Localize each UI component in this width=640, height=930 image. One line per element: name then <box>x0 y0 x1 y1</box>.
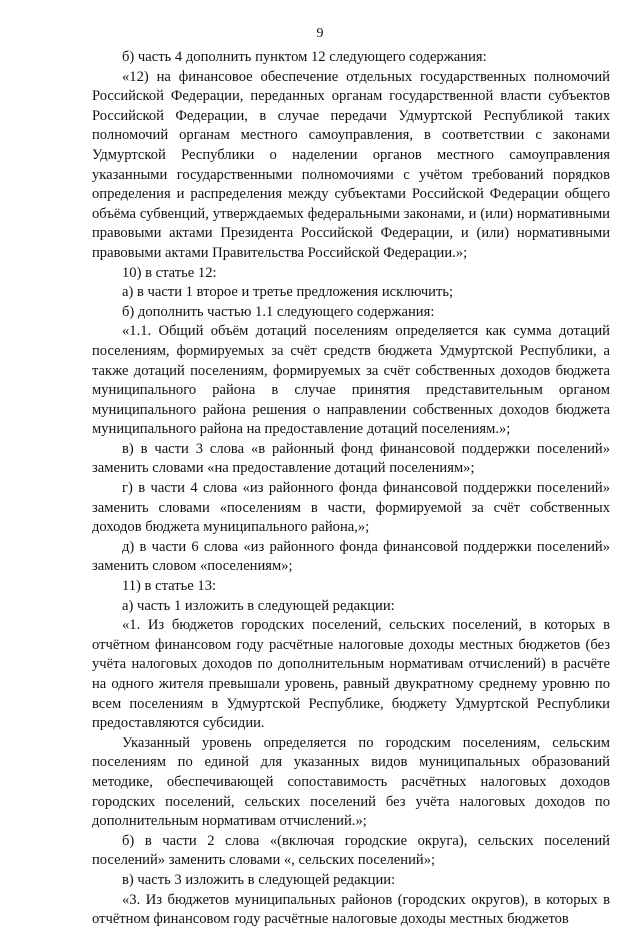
paragraph-article13-heading: 11) в статье 13: <box>122 578 217 595</box>
paragraph-level-text: Указанный уровень определяется по городским поселениям, сельским поселениям по единой для указанных видов муниципальных образований методике, обеспечивающей сопоставимость расчётных налоговых доходов городских поселений, сельских поселений без учёта налоговых доходов по дополнительным нормативам отчислений.»; <box>92 734 610 830</box>
paragraph-article12-heading: 10) в статье 12: <box>122 264 217 281</box>
paragraph-a-part1: а) в части 1 второе и третье предложения исключить; <box>122 284 454 301</box>
paragraph-v-part3-edit: в) часть 3 изложить в следующей редакции: <box>122 871 396 888</box>
paragraph-d-part6: д) в части 6 слова «из районного фонда финансовой поддержки поселений» заменить словом «поселениям»; <box>92 538 610 575</box>
paragraph-b-part4: б) часть 4 дополнить пунктом 12 следующего содержания: <box>122 49 487 65</box>
paragraph-item12: «12) на финансовое обеспечение отдельных государственных полномочий Российской Федерации, переданных органам государственной власти субъектов Российской Федерации, в случае передачи Удмуртской Республикой таких полномочий органам местного самоуправления, в соответствии с законами Удмуртской Республики о наделении органов местного самоуправления указанными государственными полномочиями с учётом требований порядков определения и распределения между субъектами Российской Федерации общего объёма субвенций, утверждаемых федеральными законами, и (или) нормативными правовыми актами Президента Российской Федерации, и (или) нормативными правовыми актами Правительства Российской Федерации.»; <box>92 68 610 261</box>
paragraph-v-part3: в) в части 3 слова «в районный фонд финансовой поддержки поселений» заменить словами «на предоставление дотаций поселениям»; <box>92 440 610 477</box>
paragraph-1-1-text: «1.1. Общий объём дотаций поселениям определяется как сумма дотаций поселениям, формируемых за счёт средств бюджета Удмуртской Республики, а также дотаций поселениям, формируемых за счёт собственных доходов бюджета муниципального района в случае принятия представительным органом муниципального района решения о направлении собственных доходов бюджета муниципального района на предоставление дотаций поселениям.»; <box>92 323 610 438</box>
paragraph-part3-text: «3. Из бюджетов муниципальных районов (городских округов), в которых в отчётном финансовом году расчётные налоговые доходы местных бюджетов <box>92 891 610 928</box>
paragraph-part1-text: «1. Из бюджетов городских поселений, сельских поселений, в которых в отчётном финансовом году расчётные налоговые доходы местных бюджетов (без учёта налоговых доходов по дополнительным нормативам отчислений) в расчёте на одного жителя превышали уровень, равный двукратному среднему уровню по всем поселениям в Удмуртской Республике, бюджету Удмуртской Республики предоставляются субсидии. <box>92 617 610 732</box>
paragraph-a-part1-edit: а) часть 1 изложить в следующей редакции: <box>122 597 395 614</box>
paragraph-b-part2: б) в части 2 слова «(включая городские округа), сельских поселений поселений» заменить словами «, сельских поселений»; <box>92 832 610 869</box>
paragraph-g-part4: г) в части 4 слова «из районного фонда финансовой поддержки поселений» заменить словами «поселениям в части, формируемой за счёт собственных доходов бюджета муниципального района,»; <box>92 480 610 536</box>
document-body <box>92 48 610 930</box>
paragraph-b-part1-1: б) дополнить частью 1.1 следующего содержания: <box>122 303 435 320</box>
page-number: 9 <box>316 26 324 41</box>
